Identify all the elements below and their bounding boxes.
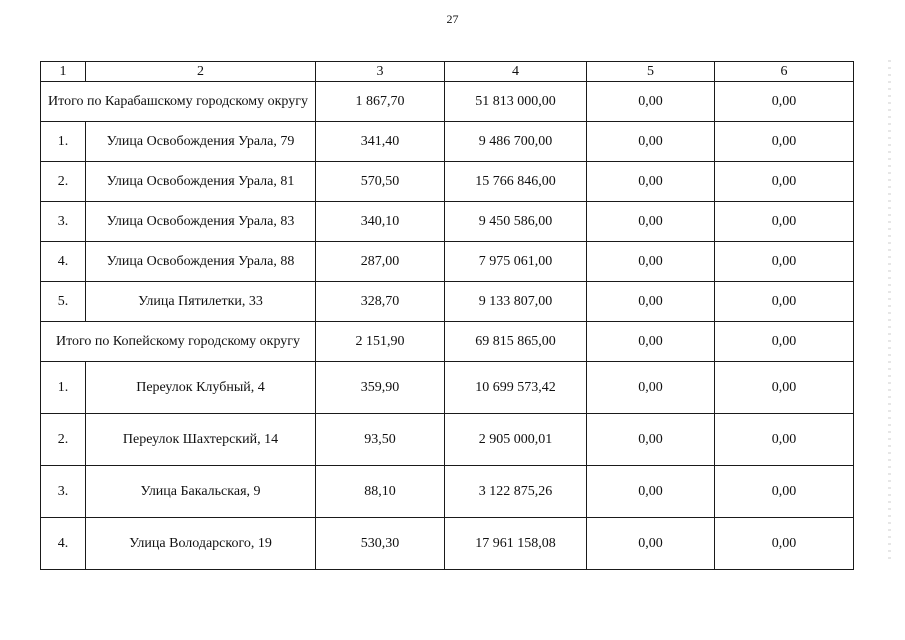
summary-row — [41, 82, 854, 122]
amount-cell: 3 122 875,26 — [445, 466, 587, 518]
table-row — [41, 466, 854, 518]
column-header: 2 — [86, 62, 316, 82]
amount-cell: 9 133 807,00 — [445, 282, 587, 322]
value-cell: 0,00 — [715, 242, 854, 282]
amount-cell: 7 975 061,00 — [445, 242, 587, 282]
area-cell: 340,10 — [316, 202, 445, 242]
value-cell: 0,00 — [715, 282, 854, 322]
address-cell: Улица Освобождения Урала, 83 — [86, 202, 316, 242]
table-row — [41, 282, 854, 322]
header-row — [41, 62, 854, 82]
value-cell: 0,00 — [715, 362, 854, 414]
value-cell: 0,00 — [715, 466, 854, 518]
value-cell: 0,00 — [715, 202, 854, 242]
value-cell: 0,00 — [587, 282, 715, 322]
amount-cell: 9 486 700,00 — [445, 122, 587, 162]
value-cell: 0,00 — [587, 82, 715, 122]
address-cell: Переулок Клубный, 4 — [86, 362, 316, 414]
value-cell: 0,00 — [587, 362, 715, 414]
amount-cell: 2 905 000,01 — [445, 414, 587, 466]
amount-cell: 10 699 573,42 — [445, 362, 587, 414]
row-number: 4. — [41, 242, 86, 282]
area-cell: 88,10 — [316, 466, 445, 518]
amount-cell: 69 815 865,00 — [445, 322, 587, 362]
address-cell: Переулок Шахтерский, 14 — [86, 414, 316, 466]
row-number: 1. — [41, 362, 86, 414]
value-cell: 0,00 — [587, 122, 715, 162]
scan-edge-artifact — [888, 60, 891, 560]
value-cell: 0,00 — [587, 242, 715, 282]
row-number: 2. — [41, 162, 86, 202]
area-cell: 93,50 — [316, 414, 445, 466]
row-number: 3. — [41, 202, 86, 242]
area-cell: 359,90 — [316, 362, 445, 414]
amount-cell: 51 813 000,00 — [445, 82, 587, 122]
column-header: 3 — [316, 62, 445, 82]
table-row — [41, 518, 854, 570]
value-cell: 0,00 — [715, 322, 854, 362]
summary-label: Итого по Карабашскому городскому округу — [41, 82, 316, 122]
area-cell: 328,70 — [316, 282, 445, 322]
row-number: 4. — [41, 518, 86, 570]
address-cell: Улица Освобождения Урала, 88 — [86, 242, 316, 282]
amount-cell: 15 766 846,00 — [445, 162, 587, 202]
address-cell: Улица Освобождения Урала, 79 — [86, 122, 316, 162]
value-cell: 0,00 — [715, 414, 854, 466]
table-row — [41, 122, 854, 162]
area-cell: 1 867,70 — [316, 82, 445, 122]
value-cell: 0,00 — [715, 122, 854, 162]
amount-cell: 9 450 586,00 — [445, 202, 587, 242]
value-cell: 0,00 — [587, 518, 715, 570]
table-row — [41, 162, 854, 202]
column-header: 6 — [715, 62, 854, 82]
value-cell: 0,00 — [715, 518, 854, 570]
value-cell: 0,00 — [715, 162, 854, 202]
area-cell: 570,50 — [316, 162, 445, 202]
row-number: 3. — [41, 466, 86, 518]
value-cell: 0,00 — [587, 466, 715, 518]
amount-cell: 17 961 158,08 — [445, 518, 587, 570]
table-row — [41, 242, 854, 282]
area-cell: 2 151,90 — [316, 322, 445, 362]
data-table — [40, 61, 854, 570]
table-row — [41, 414, 854, 466]
column-header: 1 — [41, 62, 86, 82]
summary-row — [41, 322, 854, 362]
area-cell: 341,40 — [316, 122, 445, 162]
address-cell: Улица Бакальская, 9 — [86, 466, 316, 518]
value-cell: 0,00 — [587, 322, 715, 362]
column-header: 4 — [445, 62, 587, 82]
address-cell: Улица Володарского, 19 — [86, 518, 316, 570]
value-cell: 0,00 — [587, 414, 715, 466]
page-number: 27 — [446, 12, 459, 26]
summary-label: Итого по Копейскому городскому округу — [41, 322, 316, 362]
row-number: 2. — [41, 414, 86, 466]
table-row — [41, 202, 854, 242]
area-cell: 287,00 — [316, 242, 445, 282]
table-row — [41, 362, 854, 414]
value-cell: 0,00 — [587, 162, 715, 202]
row-number: 5. — [41, 282, 86, 322]
value-cell: 0,00 — [587, 202, 715, 242]
row-number: 1. — [41, 122, 86, 162]
address-cell: Улица Освобождения Урала, 81 — [86, 162, 316, 202]
area-cell: 530,30 — [316, 518, 445, 570]
address-cell: Улица Пятилетки, 33 — [86, 282, 316, 322]
column-header: 5 — [587, 62, 715, 82]
value-cell: 0,00 — [715, 82, 854, 122]
